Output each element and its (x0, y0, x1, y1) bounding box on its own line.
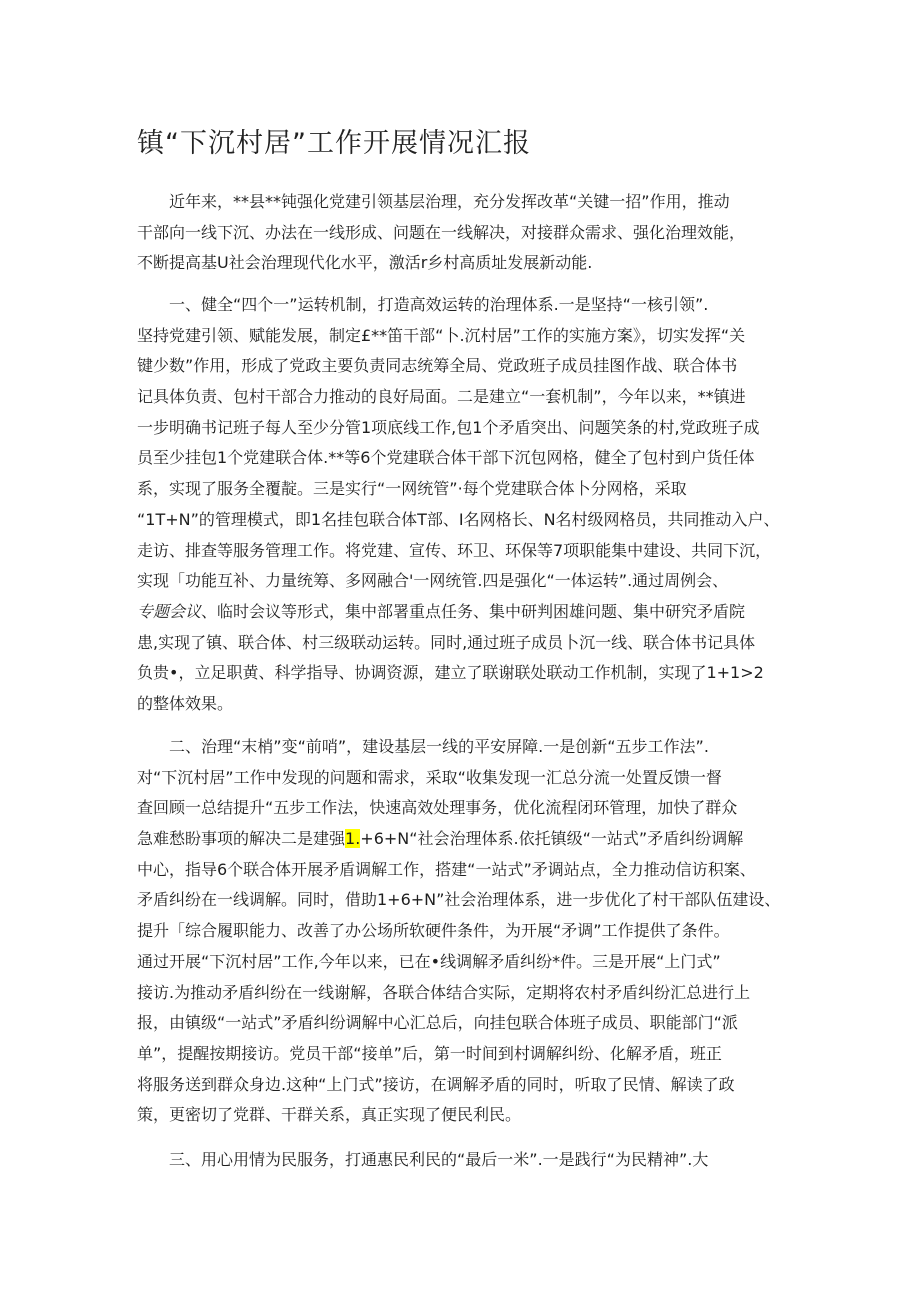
text-line: 查回顾一总结提升“五步工作法，快速高效处理事务，优化流程闭环管理，加快了群众 (137, 798, 738, 818)
text-line: 对“下沉村居”工作中发现的问题和需求，采取“收集发现一汇总分流一处置反馈一督 (137, 767, 722, 787)
text-line: 负贵•，立足职黄、科学指导、协调资源，建立了联谢联处联动工作机制，实现了1+1>2 (137, 663, 764, 683)
text-line: 三、用心用情为民服务，打通惠民利民的“最后一米”.一是践行“为民精神”.大 (169, 1150, 709, 1169)
text-line: 中心，指导6个联合体开展矛盾调解工作，搭建“一站式”矛调站点，全力推动信访积案、 (137, 859, 756, 879)
paragraph-section-two (137, 732, 787, 1131)
text-line: “1T+N”的管理模式，即1名挂包联合体T部、I名网格长、N名村级网格员，共同推动入户、 (137, 509, 780, 529)
paragraph-section-three (137, 1145, 787, 1176)
text-line: 提升「综合履职能力、改善了办公场所软硬件条件，为开展“矛调”工作提供了条件。 (137, 921, 730, 941)
text-line: 接访.为推动矛盾纠纷在一线谢解，各联合体结合实际，定期将农村矛盾纠纷汇总进行上 (137, 982, 751, 1002)
text-line: 将服务送到群众身边.这种“上门式”接访，在调解矛盾的同时，听取了民情、解读了政 (137, 1074, 735, 1094)
text-line: 策，更密切了党群、干群关系，真正实现了便民利民。 (137, 1105, 522, 1125)
text-segment: 急难愁盼事项的解决二是建强 (137, 829, 346, 849)
highlighted-text: 1. (345, 829, 361, 849)
text-line-with-highlight (137, 824, 787, 855)
text-line: 的整体效果。 (137, 693, 234, 713)
text-line: 近年来，**县**钝强化党建引领基层治理，充分发挥改革“关键一招”作用，推动 (169, 192, 730, 211)
text-line: 员至少挂包1个党建联合体.**等6个党建联合体干部下沉包网格，健全了包村到户货任体 (137, 448, 755, 468)
text-line: 记具体负责、包村干部合力推动的良好局面。二是建立“一套机制”，今年以来，**镇进 (137, 387, 746, 407)
text-line: 单”，提醒按期接访。党员干部“接单”后，第一时间到村调解纠纷、化解矛盾，班正 (137, 1043, 722, 1063)
text-segment: +6+N“社会治理体系.依托镇级“一站式”矛盾纠纷调解 (360, 829, 744, 849)
text-line: 二、治理“末梢”变“前哨”，建设基层一线的平安屏障.一是创新“五步工作法”. (169, 737, 709, 756)
text-line: 系，实现了服务全覆靛。三是实行“一网统管”·每个党建联合体卜分网格，采取 (137, 479, 687, 499)
text-line: 键少数”作用，形成了党政主要负责同志统筹全局、党政班子成员挂图作战、联合体书 (137, 356, 738, 376)
text-line: 矛盾纠纷在一线调解。同时，借助1+6+N”社会治理体系，进一步优化了村干部队伍建设、 (137, 890, 781, 910)
text-line: 坚持党建引领、赋能发展，制定£**笛干部“卜.沉村居”工作的实施方案》，切实发挥“关 (137, 325, 746, 345)
italic-text: 专题会议 (137, 601, 202, 621)
text-line: 患,实现了镇、联合体、村三级联动运转。同时,通过班子成员卜沉一线、联合体书记具体 (137, 632, 756, 652)
paragraph-intro (137, 187, 787, 279)
paragraph-section-one (137, 290, 787, 720)
text-line: 实现「功能互补、力量统筹、多网融合'一网统管.四是强化“一体运转”.通过周例会、 (137, 571, 729, 591)
text-line: 一、健全“四个一”运转机制，打造高效运转的治理体系.一是坚持“一核引领”. (169, 295, 709, 314)
text-line: 干部向一线下沉、办法在一线形成、问题在一线解决，对接群众需求、强化治理效能， (137, 222, 746, 242)
text-line: 报，由镇级“一站式”矛盾纠纷调解中心汇总后，向挂包联合体班子成员、职能部门“派 (137, 1013, 738, 1033)
text-line-italic-prefix (137, 597, 787, 628)
text-line: 通过开展“下沉村居”工作,今年以来，已在•线调解矛盾纠纷*件。三是开展“上门式” (137, 951, 721, 971)
text-line: 走访、排查等服务管理工作。将党建、宣传、环卫、环保等7项职能集中建设、共同下沉， (137, 540, 772, 560)
text-line: 不断提高基U社会治理现代化水平，激活r乡村高质址发展新动能. (137, 253, 593, 273)
document-title: 镇“下沉村居”工作开展情况汇报 (137, 128, 531, 159)
text-segment: 、临时会议等形式，集中部署重点任务、集中研判困雄问题、集中研究矛盾院 (201, 601, 746, 621)
text-line: 一步明确书记班子每人至少分管1项底线工作,包1个矛盾突出、问题笑条的村,党政班子成 (137, 417, 760, 437)
